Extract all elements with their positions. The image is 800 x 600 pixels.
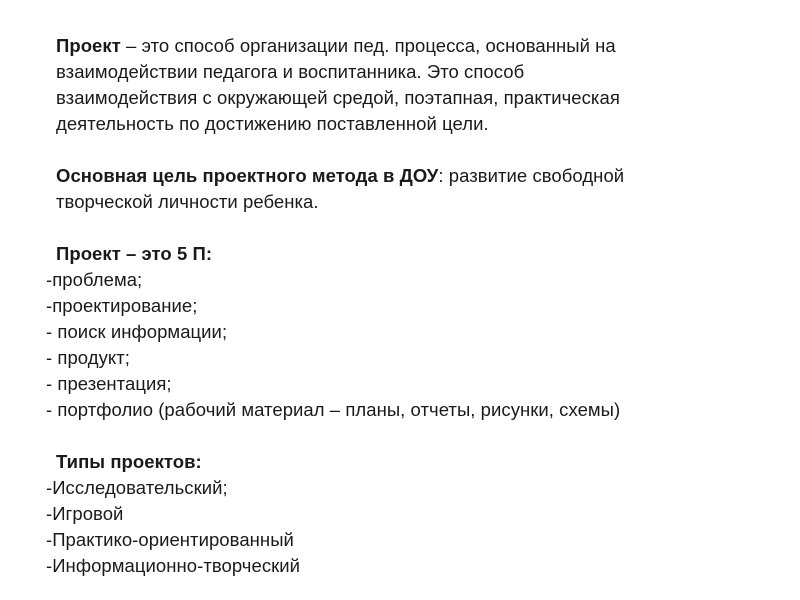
five-p-item: - презентация; xyxy=(46,373,172,394)
definition-line-1-text: – это способ организации пед. процесса, основанный на xyxy=(120,35,616,56)
types-item: -Информационно-творческий xyxy=(46,555,301,576)
definition-line-3: взаимодействия с окружающей средой, поэтапная, практическая xyxy=(56,87,620,108)
goal-line-1 xyxy=(56,163,624,189)
five-p-item: - поиск информации; xyxy=(46,321,228,342)
five-p-item: - портфолио (рабочий материал – планы, отчеты, рисунки, схемы) xyxy=(46,399,621,420)
five-p-item: -проблема; xyxy=(46,269,143,290)
five-p-item: -проектирование; xyxy=(46,295,198,316)
five-p-heading xyxy=(56,241,212,267)
types-heading-text: Типы проектов: xyxy=(56,451,202,472)
types-item: -Практико-ориентированный xyxy=(46,529,294,550)
definition-line-2: взаимодействии педагога и воспитанника. Это способ xyxy=(56,61,525,82)
goal-line-2: творческой личности ребенка. xyxy=(56,191,319,212)
goal-line-1-text: : развитие свободной xyxy=(438,165,625,186)
types-heading xyxy=(56,449,202,475)
definition-line-4: деятельность по достижению поставленной цели. xyxy=(56,113,489,134)
goal-heading: Основная цель проектного метода в ДОУ xyxy=(56,165,439,186)
five-p-item: - продукт; xyxy=(46,347,130,368)
types-item: -Игровой xyxy=(46,503,124,524)
definition-term: Проект xyxy=(56,35,121,56)
five-p-heading-text: Проект – это 5 П: xyxy=(56,243,213,264)
definition-line-1 xyxy=(56,33,616,59)
types-item: -Исследовательский; xyxy=(46,477,228,498)
